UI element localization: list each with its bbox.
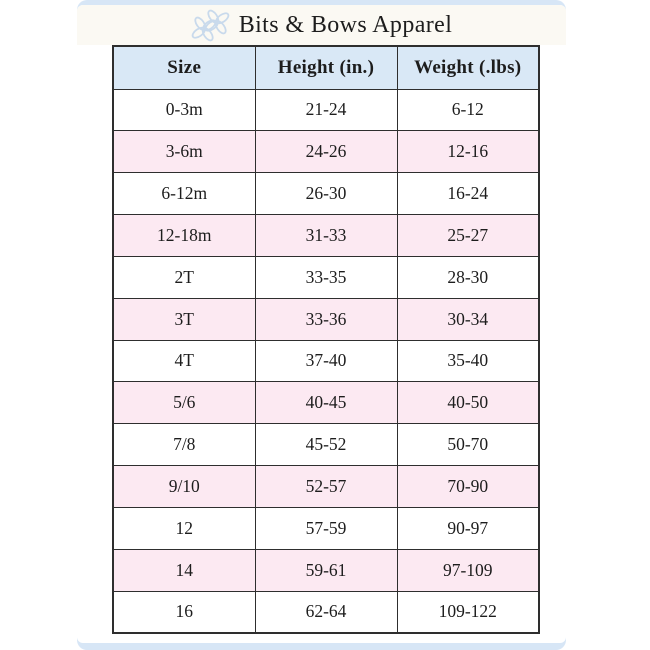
table-cell: 12-18m	[113, 215, 255, 257]
table-row	[113, 173, 539, 215]
table-row	[113, 591, 539, 633]
table-cell: 12	[113, 507, 255, 549]
table-cell: 70-90	[397, 466, 539, 508]
table-cell: 24-26	[255, 131, 397, 173]
table-cell: 6-12m	[113, 173, 255, 215]
table-row	[113, 215, 539, 257]
table-row	[113, 466, 539, 508]
table-cell: 5/6	[113, 382, 255, 424]
table-cell: 97-109	[397, 549, 539, 591]
table-cell: 0-3m	[113, 89, 255, 131]
column-header-weight: Weight (.lbs)	[397, 46, 539, 89]
table-cell: 40-50	[397, 382, 539, 424]
table-cell: 9/10	[113, 466, 255, 508]
table-cell: 14	[113, 549, 255, 591]
table-row	[113, 256, 539, 298]
size-chart-table	[112, 45, 540, 634]
table-cell: 59-61	[255, 549, 397, 591]
column-header-height: Height (in.)	[255, 46, 397, 89]
size-table-body	[113, 89, 539, 633]
column-header-size: Size	[113, 46, 255, 89]
brand-title: Bits & Bows Apparel	[238, 11, 453, 38]
table-cell: 31-33	[255, 215, 397, 257]
table-cell: 62-64	[255, 591, 397, 633]
table-cell: 28-30	[397, 256, 539, 298]
table-cell: 37-40	[255, 340, 397, 382]
table-row	[113, 298, 539, 340]
table-cell: 50-70	[397, 424, 539, 466]
table-cell: 25-27	[397, 215, 539, 257]
table-cell: 35-40	[397, 340, 539, 382]
brand-logo-icon	[191, 8, 231, 42]
table-cell: 30-34	[397, 298, 539, 340]
table-row	[113, 549, 539, 591]
table-row	[113, 382, 539, 424]
table-cell: 90-97	[397, 507, 539, 549]
table-cell: 57-59	[255, 507, 397, 549]
table-cell: 33-36	[255, 298, 397, 340]
size-chart-panel	[77, 5, 566, 643]
table-row	[113, 89, 539, 131]
table-cell: 52-57	[255, 466, 397, 508]
table-cell: 33-35	[255, 256, 397, 298]
table-cell: 3-6m	[113, 131, 255, 173]
table-row	[113, 507, 539, 549]
table-header-row	[113, 46, 539, 89]
brand-header	[77, 5, 566, 45]
table-cell: 7/8	[113, 424, 255, 466]
table-cell: 40-45	[255, 382, 397, 424]
table-cell: 2T	[113, 256, 255, 298]
table-cell: 26-30	[255, 173, 397, 215]
size-chart-card	[77, 0, 566, 650]
table-cell: 4T	[113, 340, 255, 382]
table-cell: 3T	[113, 298, 255, 340]
table-cell: 16-24	[397, 173, 539, 215]
table-row	[113, 340, 539, 382]
table-row	[113, 424, 539, 466]
table-cell: 6-12	[397, 89, 539, 131]
table-cell: 21-24	[255, 89, 397, 131]
table-row	[113, 131, 539, 173]
table-cell: 45-52	[255, 424, 397, 466]
table-cell: 16	[113, 591, 255, 633]
table-cell: 12-16	[397, 131, 539, 173]
table-cell: 109-122	[397, 591, 539, 633]
